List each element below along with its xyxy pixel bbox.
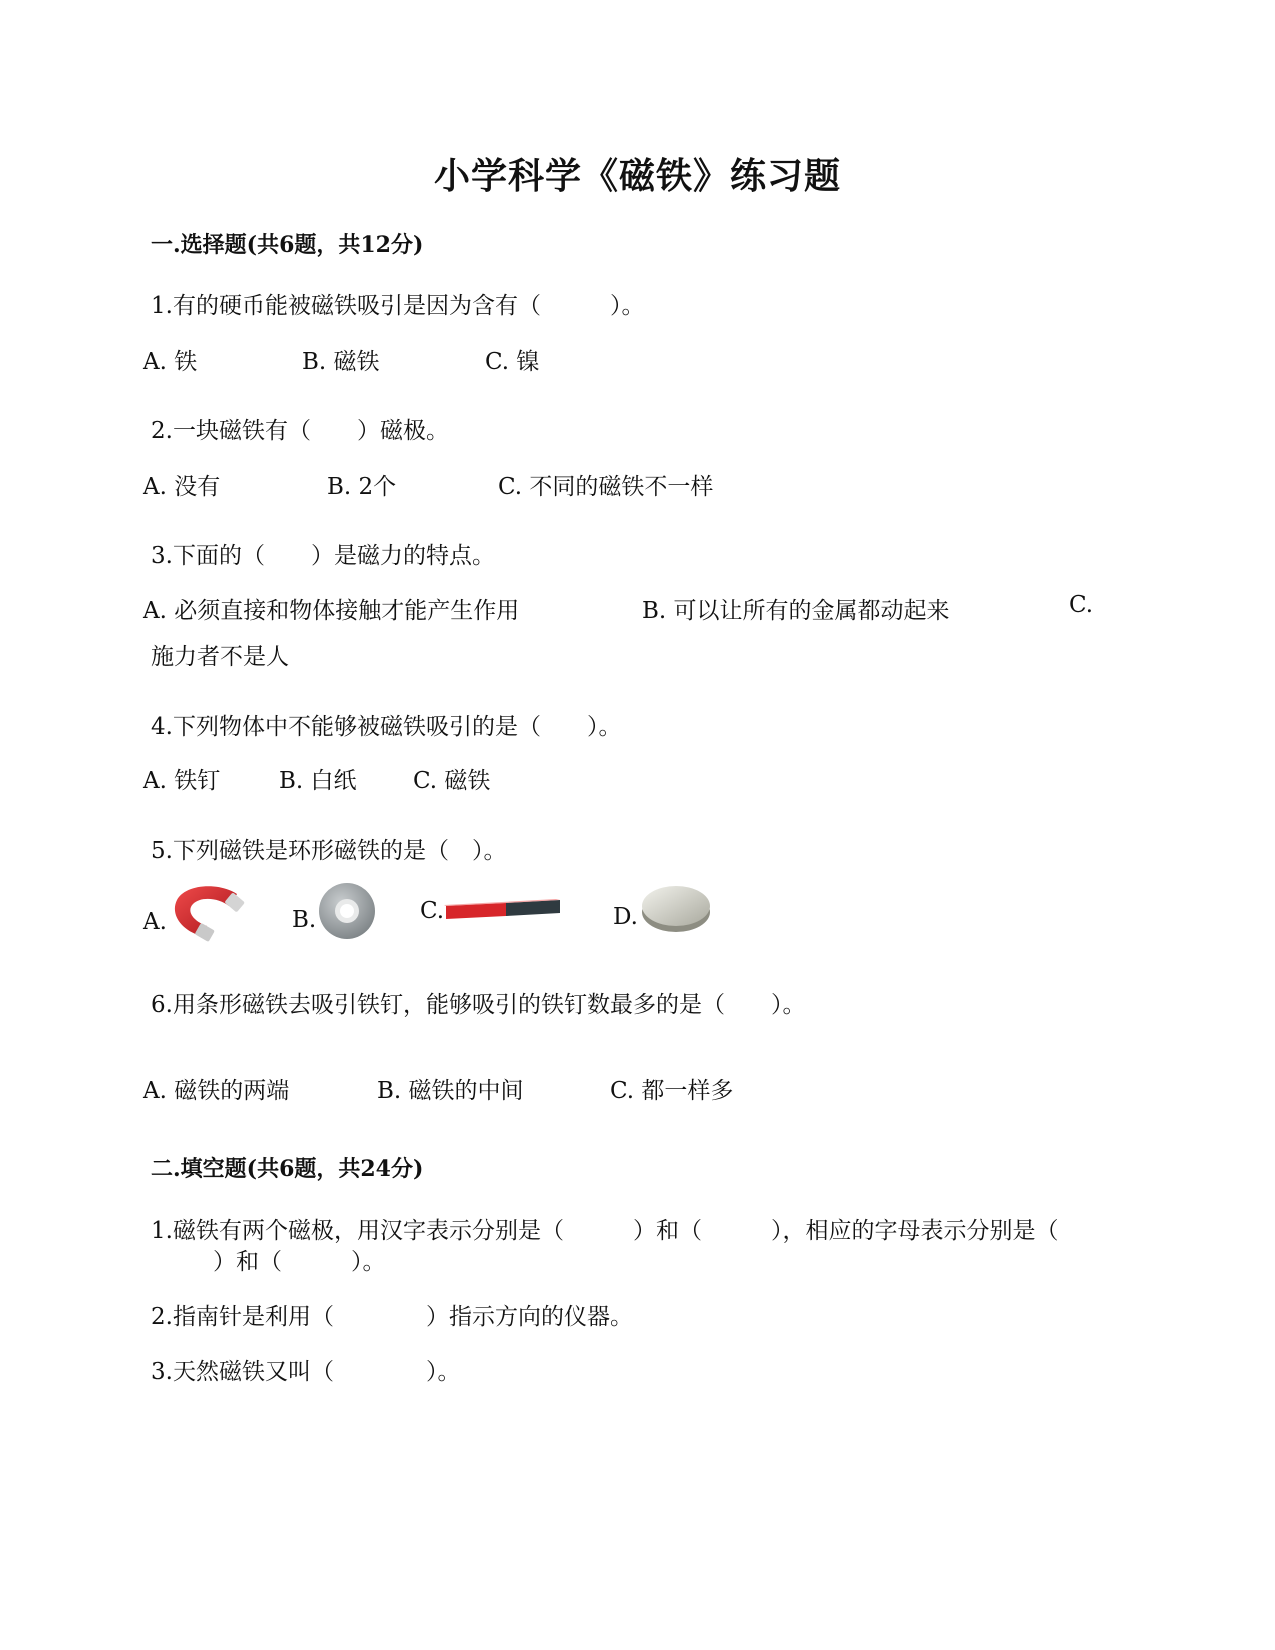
q5-option-d-label: D. xyxy=(613,904,638,930)
q2-option-c: C. 不同的磁铁不一样 xyxy=(498,474,714,500)
fill-q1-line2: ）和（ ）。 xyxy=(213,1249,386,1275)
q3-option-b: B. 可以让所有的金属都动起来 xyxy=(642,598,950,624)
section-heading-fill-blank: 二.填空题(共6题，共24分) xyxy=(151,1156,424,1182)
fill-q1-line1: 1.磁铁有两个磁极，用汉字表示分别是（ ）和（ ），相应的字母表示分别是（ xyxy=(151,1218,1059,1244)
fill-q3: 3.天然磁铁又叫（ ）。 xyxy=(151,1359,461,1385)
q5-option-a-label: A. xyxy=(143,909,167,935)
q6-option-a: A. 磁铁的两端 xyxy=(143,1078,290,1104)
q3-stem: 3.下面的（ ）是磁力的特点。 xyxy=(151,543,495,569)
q3-option-c: C. xyxy=(1069,592,1094,618)
ring-magnet-icon xyxy=(316,880,378,942)
horseshoe-magnet-icon xyxy=(167,880,249,946)
q1-option-a: A. 铁 xyxy=(143,349,198,375)
q1-stem: 1.有的硬币能被磁铁吸引是因为含有（ ）。 xyxy=(151,293,645,319)
q6-stem: 6.用条形磁铁去吸引铁钉，能够吸引的铁钉数最多的是（ ）。 xyxy=(151,992,806,1018)
q5-option-a xyxy=(143,880,249,946)
q4-option-c: C. 磁铁 xyxy=(413,768,491,794)
q2-option-a: A. 没有 xyxy=(143,474,221,500)
q5-option-d xyxy=(613,880,714,936)
disc-magnet-icon xyxy=(638,880,714,936)
q4-stem: 4.下列物体中不能够被磁铁吸引的是（ ）。 xyxy=(151,714,622,740)
section-heading-choice: 一.选择题(共6题，共12分) xyxy=(151,232,424,258)
q2-option-b: B. 2个 xyxy=(327,474,397,500)
bar-magnet-icon xyxy=(444,894,562,924)
q6-option-b: B. 磁铁的中间 xyxy=(377,1078,524,1104)
q5-option-b-label: B. xyxy=(292,907,317,933)
q4-option-a: A. 铁钉 xyxy=(143,768,221,794)
q1-option-b: B. 磁铁 xyxy=(302,349,380,375)
q6-option-c: C. 都一样多 xyxy=(610,1078,734,1104)
page-title: 小学科学《磁铁》练习题 xyxy=(433,155,841,197)
q1-option-c: C. 镍 xyxy=(485,349,540,375)
q5-option-b xyxy=(292,880,378,942)
q3-option-a: A. 必须直接和物体接触才能产生作用 xyxy=(143,598,520,624)
q5-option-c xyxy=(420,880,562,924)
q5-stem: 5.下列磁铁是环形磁铁的是（ ）。 xyxy=(151,838,507,864)
q3-option-c-continued: 施力者不是人 xyxy=(151,644,289,670)
q5-option-c-label: C. xyxy=(420,898,445,924)
q2-stem: 2.一块磁铁有（ ）磁极。 xyxy=(151,418,449,444)
fill-q2: 2.指南针是利用（ ）指示方向的仪器。 xyxy=(151,1304,633,1330)
q4-option-b: B. 白纸 xyxy=(279,768,357,794)
